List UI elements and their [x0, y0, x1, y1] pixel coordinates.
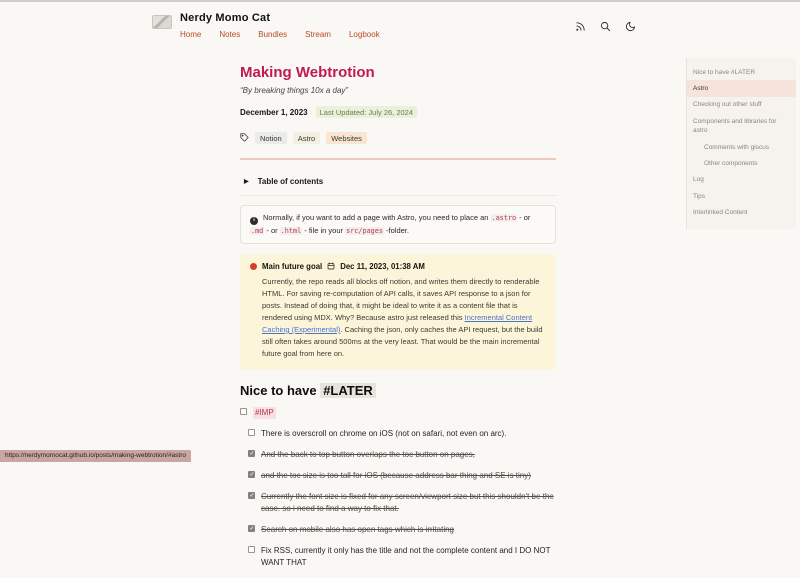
inline-code: .astro	[491, 214, 517, 222]
checklist-item	[248, 449, 556, 461]
last-updated-badge: Last Updated: July 26, 2024	[316, 106, 417, 118]
later-tag-highlight: #LATER	[320, 383, 376, 398]
divider	[240, 158, 556, 160]
text-run: Currently, the repo reads all blocks off notion, and writes them directly to renderable HTML. For saving re-computation of API calls, it saves API response to a json for posts. Instead of doing that, it might be ideal to write it as a content file that is rendered using MDX. Why? Because astro just released this	[262, 276, 540, 322]
checkbox-unchecked	[248, 546, 255, 553]
sidebar-toc-item[interactable]: Log	[693, 176, 704, 184]
inline-code: src/pages	[346, 226, 383, 235]
article	[240, 64, 556, 578]
site-header	[152, 12, 648, 48]
calendar-icon	[327, 262, 335, 272]
task-label: And the back to top button overlaps the toc button on pages,	[261, 449, 475, 459]
post-subtitle: “By breaking things 10x a day”	[240, 86, 349, 95]
text-run: - or	[517, 213, 531, 222]
sidebar-toc-item[interactable]: Comments with giscus	[704, 143, 770, 151]
tag-websites[interactable]: Websites	[326, 132, 367, 144]
text-run: - or	[264, 225, 280, 235]
checklist-item	[248, 545, 556, 569]
search-icon[interactable]	[600, 19, 611, 30]
rss-icon[interactable]	[575, 19, 586, 30]
info-icon: i	[250, 217, 258, 225]
info-callout-text	[250, 213, 530, 235]
task-label: Currently the font size is fixed for any screen/viewport size but this shouldn't be the case. so i need to find a way to fix that.	[261, 491, 554, 513]
sidebar-toc-item[interactable]: Interlinked Content	[693, 209, 748, 217]
checkbox-checked	[248, 471, 255, 478]
moon-icon[interactable]	[625, 19, 636, 30]
text-run: -folder.	[383, 225, 409, 235]
nav-link-bundles[interactable]: Bundles	[258, 30, 288, 39]
text-run: . Caching the json, only caches the API request, but the build still often takes around 500ms at the very least. That would be the main incremental future goal from here on.	[262, 324, 543, 358]
text-run: - file in your	[302, 225, 346, 235]
main-nav	[180, 30, 380, 39]
checkbox-checked	[248, 525, 255, 532]
nav-link-notes[interactable]: Notes	[219, 30, 241, 39]
task-label: and the toc size is too tall for iOS (because address bar thing and SE is tiny)	[261, 470, 531, 480]
toc-label: Table of contents	[257, 177, 324, 186]
checklist-item	[240, 407, 556, 419]
tag-notion[interactable]: Notion	[255, 132, 287, 144]
sidebar-toc-item[interactable]: Checking out other stuff	[693, 101, 762, 109]
tags-list	[255, 132, 367, 144]
post-title: Making Webtrotion	[240, 64, 375, 81]
tag-icon	[240, 129, 249, 147]
header-icons	[575, 19, 636, 30]
sidebar-toc-item[interactable]: Nice to have #LATER	[693, 68, 756, 76]
window-edge	[0, 0, 800, 2]
site-logo[interactable]	[152, 15, 172, 29]
nav-link-home[interactable]: Home	[180, 30, 202, 39]
task-label: Fix RSS, currently it only has the title and not the complete content and I DO NOT WANT THAT	[261, 545, 551, 567]
caret-right-icon: ▶	[244, 179, 249, 185]
sidebar-toc-item[interactable]: Components and libraries for astro	[693, 117, 777, 135]
info-callout	[240, 205, 556, 244]
sidebar-toc-item[interactable]: Other components	[704, 160, 758, 168]
checklist-item	[248, 524, 556, 536]
table-of-contents-toggle[interactable]	[240, 173, 556, 196]
checklist-item	[248, 428, 556, 440]
nav-link-stream[interactable]: Stream	[305, 30, 331, 39]
inline-code: .md	[251, 226, 264, 235]
sidebar-toc-item-active[interactable]: Astro	[687, 80, 796, 96]
inline-code: .html	[280, 226, 302, 235]
checkbox-checked	[248, 450, 255, 457]
goal-title: Main future goal	[262, 262, 323, 272]
task-label: #IMP	[255, 407, 274, 417]
tag-astro[interactable]: Astro	[293, 132, 321, 144]
incremental-caching-link[interactable]: Incremental Content Caching (Experimental)	[262, 312, 533, 334]
goal-callout-body	[262, 276, 546, 360]
checkbox-checked	[248, 492, 255, 499]
checklist-item	[248, 470, 556, 482]
sidebar-toc-item[interactable]: Tips	[693, 192, 706, 200]
sidebar-toc	[686, 58, 796, 229]
goal-callout-header	[250, 262, 546, 272]
checkbox-unchecked	[248, 429, 255, 436]
link-url-preview: https://nerdymomocat.github.io/posts/making-webtrotion/#astro	[0, 450, 191, 462]
tags-row	[240, 129, 556, 147]
task-label: Search on mobile also has open tags which is irritating	[261, 524, 454, 534]
site-title[interactable]: Nerdy Momo Cat	[180, 12, 271, 24]
checklist	[240, 407, 556, 569]
text-run: Normally, if you want to add a page with Astro, you need to place an	[263, 213, 491, 222]
checkbox-unchecked	[240, 408, 247, 415]
goal-timestamp: Dec 11, 2023, 01:38 AM	[340, 262, 425, 272]
task-label: There is overscroll on chrome on iOS (not on safari, not even on arc).	[261, 428, 507, 438]
publish-date: December 1, 2023	[240, 107, 308, 117]
section-heading: Nice to have #LATER	[240, 383, 556, 398]
red-dot-icon	[250, 263, 257, 270]
checklist-item	[248, 491, 556, 515]
goal-callout	[240, 254, 556, 370]
post-meta	[240, 106, 556, 118]
nav-link-logbook[interactable]: Logbook	[348, 30, 380, 39]
